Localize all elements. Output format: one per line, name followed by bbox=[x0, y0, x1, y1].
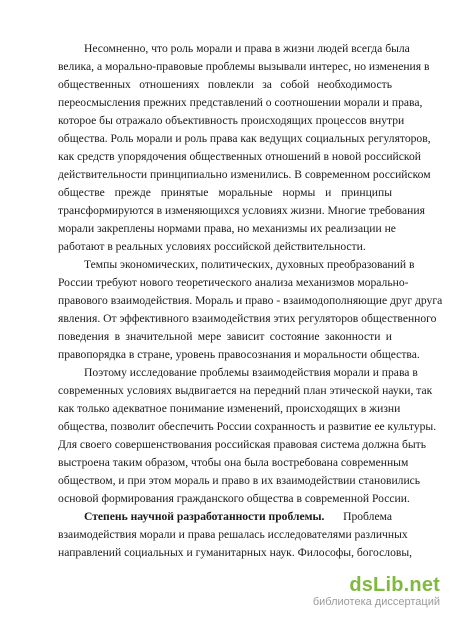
watermark bbox=[312, 574, 440, 610]
section-heading: Степень научной разработанности проблемы. bbox=[84, 510, 325, 523]
text-line: велика, а морально-правовые проблемы вызывали интерес, но изменения в bbox=[58, 60, 430, 73]
text-line: переосмысления прежних представлений о соотношении морали и права, bbox=[58, 96, 423, 109]
paragraph-3 bbox=[58, 364, 437, 508]
text-line: как только адекватное понимание изменений, происходящих в жизни bbox=[58, 402, 401, 415]
text-line: Поэтому исследование проблемы взаимодействия морали и права в bbox=[84, 366, 418, 379]
text-line: взаимодействия морали и права решалась исследователями различных bbox=[58, 528, 408, 541]
text-line: Темпы экономических, политических, духовных преобразований в bbox=[84, 258, 415, 271]
text-line: правового взаимодействия. Мораль и право - взаимодополняющие друг друга bbox=[58, 294, 443, 307]
text-line: Несомненно, что роль морали и права в жизни людей всегда была bbox=[84, 42, 410, 55]
text-line: общества, позволит обеспечить России сохранность и развитие ее культуры. bbox=[58, 420, 437, 433]
text-line: правопорядка в стране, уровень правосознания и моральности общества. bbox=[58, 348, 420, 361]
text-line: явления. От эффективного взаимодействия этих регуляторов общественного bbox=[58, 312, 437, 325]
text-line: как средств упорядочения общественных отношений в новой российской bbox=[58, 150, 421, 163]
paragraph-1 bbox=[58, 40, 431, 256]
text-line: общественных отношениях повлекли за собой необходимость bbox=[58, 78, 392, 91]
text-line: основой формирования гражданского общества в современной России. bbox=[58, 492, 410, 505]
text-line: морали закреплены нормами права, но механизмы их реализации не bbox=[58, 222, 396, 235]
text-line: России требуют нового теоретического анализа механизмов морально- bbox=[58, 276, 409, 289]
text-line: которое бы отражало объективность происходящих процессов внутри bbox=[58, 114, 405, 127]
text-line: современных условиях выдвигается на передний план этической науки, так bbox=[58, 384, 433, 397]
text-line: выстроена таким образом, чтобы она была востребована современным bbox=[58, 456, 409, 469]
section-heading-line bbox=[58, 508, 392, 526]
text-line: обществом, и при этом мораль и право в их взаимодействии становились bbox=[58, 474, 421, 487]
text-fragment: Проблема bbox=[343, 510, 392, 523]
paragraph-2 bbox=[58, 256, 443, 364]
text-line: работают в реальных условиях российской действительности. bbox=[58, 240, 366, 253]
text-line: действительности принципиально изменились. В современном российском bbox=[58, 168, 431, 181]
paragraph-4 bbox=[58, 508, 413, 562]
text-line: обществе прежде принятые моральные нормы и принципы bbox=[58, 186, 392, 199]
text-line: Для своего совершенствования российская правовая система должна быть bbox=[58, 438, 427, 451]
text-line: трансформируются в изменяющихся условиях жизни. Многие требования bbox=[58, 204, 425, 217]
text-line: общества. Роль морали и роль права как ведущих социальных регуляторов, bbox=[58, 132, 431, 145]
text-line: направлений социальных и гуманитарных наук. Философы, богословы, bbox=[58, 546, 413, 559]
watermark-subtitle: библиотека диссертаций bbox=[312, 596, 440, 608]
text-line: поведения в значительной мере зависит состояние законности и bbox=[58, 330, 392, 343]
dslib-logo: dsLib.net bbox=[349, 574, 440, 596]
